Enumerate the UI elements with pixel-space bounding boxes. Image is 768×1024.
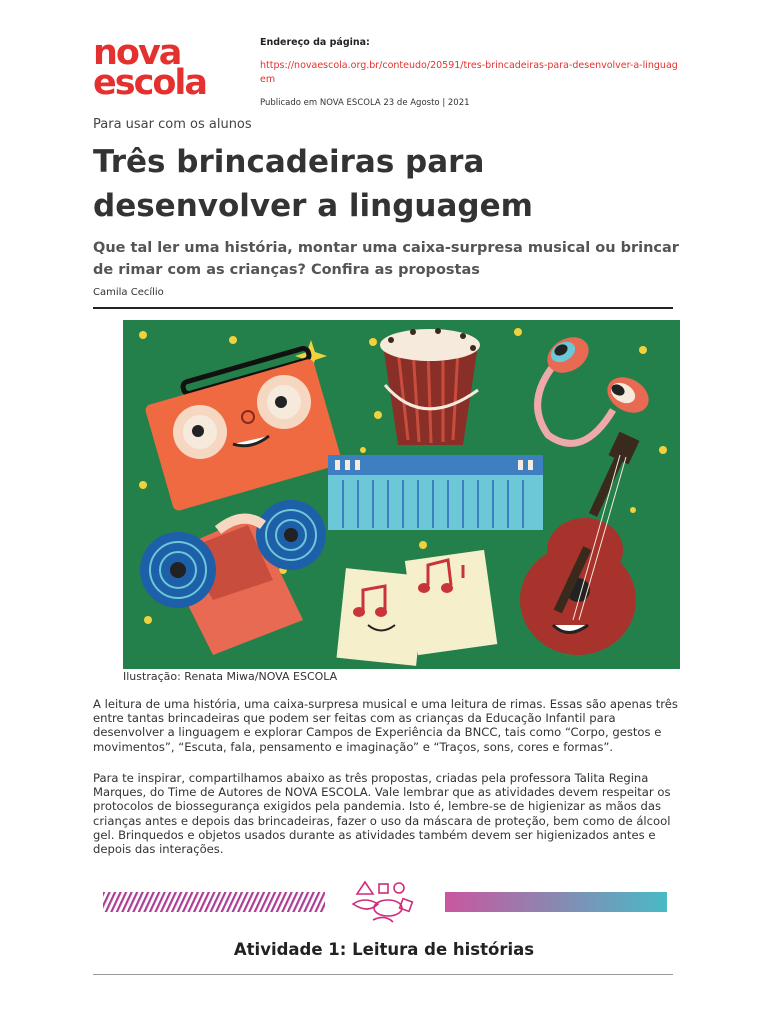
article-illustration bbox=[123, 320, 680, 669]
header-divider bbox=[93, 307, 673, 309]
page-url-link[interactable]: https://novaescola.org.br/conteudo/20591/tres-brincadeiras-para-desenvolver-a-linguagem bbox=[260, 60, 678, 85]
page-info bbox=[260, 36, 680, 110]
shapes-icon bbox=[353, 882, 412, 922]
section-divider bbox=[103, 880, 668, 925]
activity-1-heading: Atividade 1: Leitura de histórias bbox=[233, 940, 535, 959]
nova-escola-logo[interactable] bbox=[93, 33, 206, 103]
page-address-label: Endereço da página: bbox=[260, 37, 370, 48]
keyboard bbox=[328, 455, 543, 530]
article-title: Três brincadeiras para desenvolver a linguagem bbox=[93, 144, 533, 224]
article-kicker: Para usar com os alunos bbox=[93, 117, 252, 132]
logo-line-2: escola bbox=[93, 63, 206, 103]
illustration-caption: Ilustração: Renata Miwa/NOVA ESCOLA bbox=[123, 670, 338, 683]
publish-info: Publicado em NOVA ESCOLA 23 de Agosto | 2021 bbox=[260, 98, 470, 108]
paragraph-inspiration: Para te inspirar, compartilhamos abaixo as três propostas, criadas pela professora Talita Regina Marques, do Time de Autores de NOVA ESCOLA. Vale lembrar que as atividades devem respeitar os protocolos de biossegurança exigidos pela pandemia. Isto é, lembre-se de higienizar as mãos das crianças antes e depois das brincadeiras, fazer o uso da máscara de proteção, bem como de álcool gel. Brinquedos e objetos usados durante as atividades também devem ser higienizados antes e depois das interações. bbox=[93, 771, 671, 857]
article-subtitle: Que tal ler uma história, montar uma caixa-surpresa musical ou brincar de rimar com as crianças? Confira as propostas bbox=[93, 240, 679, 278]
paragraph-intro: A leitura de uma história, uma caixa-surpresa musical e uma leitura de rimas. Essas são apenas três entre tantas brincadeiras que podem ser feitas com as crianças da Educação Infantil para desenvolver a linguagem e explorar Campos de Experiência da BNCC, tais como “Corpo, gestos e movimentos”, “Escuta, fala, pensamento e imaginação” e “Traços, sons, cores e formas”. bbox=[93, 697, 678, 754]
article-author: Camila Cecílio bbox=[93, 287, 164, 298]
logo-line-1: nova bbox=[93, 33, 181, 73]
activity-divider bbox=[93, 974, 673, 975]
divider-stripes-left bbox=[103, 892, 325, 912]
